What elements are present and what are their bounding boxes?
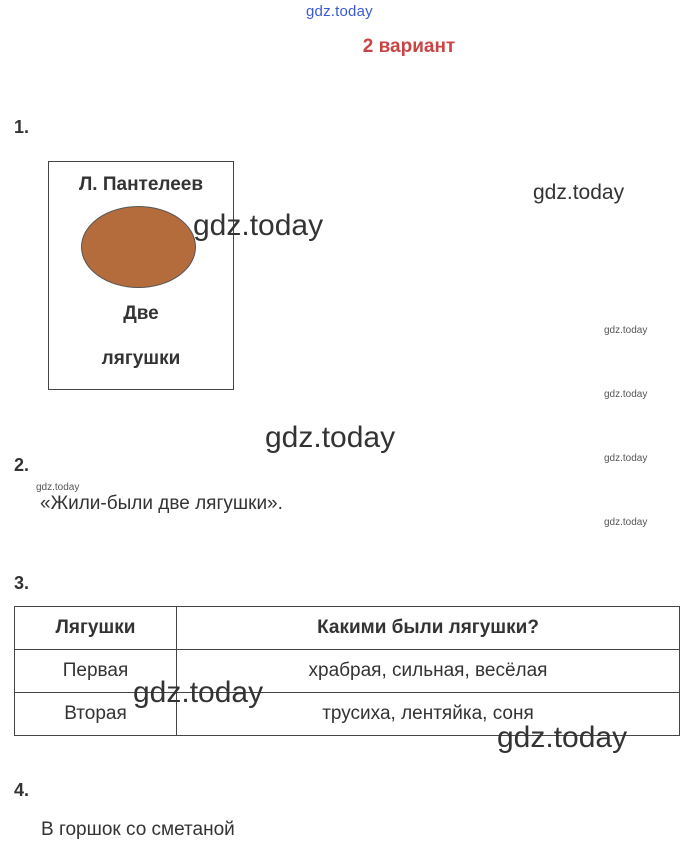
question-4-number: 4. (14, 780, 30, 800)
cover-oval-illustration (81, 206, 196, 288)
frogs-table (14, 606, 680, 736)
table-header-cell: Лягушки (15, 607, 177, 650)
table-cell: трусиха, лентяйка, соня (177, 693, 680, 736)
watermark: gdz.today (36, 482, 80, 493)
table-cell: Первая (15, 650, 177, 693)
watermark: gdz.today (533, 181, 625, 204)
watermark: gdz.today (604, 389, 648, 400)
watermark: gdz.today (193, 209, 324, 242)
table-header-row (15, 607, 680, 650)
cover-title-line-1: Две (123, 303, 159, 324)
table-row (15, 650, 680, 693)
watermark: gdz.today (604, 453, 648, 464)
watermark: gdz.today (265, 421, 396, 454)
question-1-number: 1. (14, 117, 30, 137)
watermark: gdz.today (604, 517, 648, 528)
cover-title-line-2: лягушки (101, 348, 181, 369)
variant-heading: 2 вариант (362, 36, 456, 57)
question-2-answer: «Жили-были две лягушки». (40, 493, 283, 514)
question-3-number: 3. (14, 573, 30, 593)
question-2-number: 2. (14, 455, 30, 475)
book-cover (48, 161, 234, 390)
table-cell: храбрая, сильная, весёлая (177, 650, 680, 693)
table-cell: Вторая (15, 693, 177, 736)
watermark: gdz.today (133, 676, 264, 709)
watermark: gdz.today (497, 721, 628, 754)
table-header-cell: Какими были лягушки? (177, 607, 680, 650)
watermark-top: gdz.today (306, 3, 373, 20)
watermark: gdz.today (604, 325, 648, 336)
cover-author: Л. Пантелеев (78, 174, 204, 195)
question-4-answer: В горшок со сметаной (41, 819, 235, 840)
